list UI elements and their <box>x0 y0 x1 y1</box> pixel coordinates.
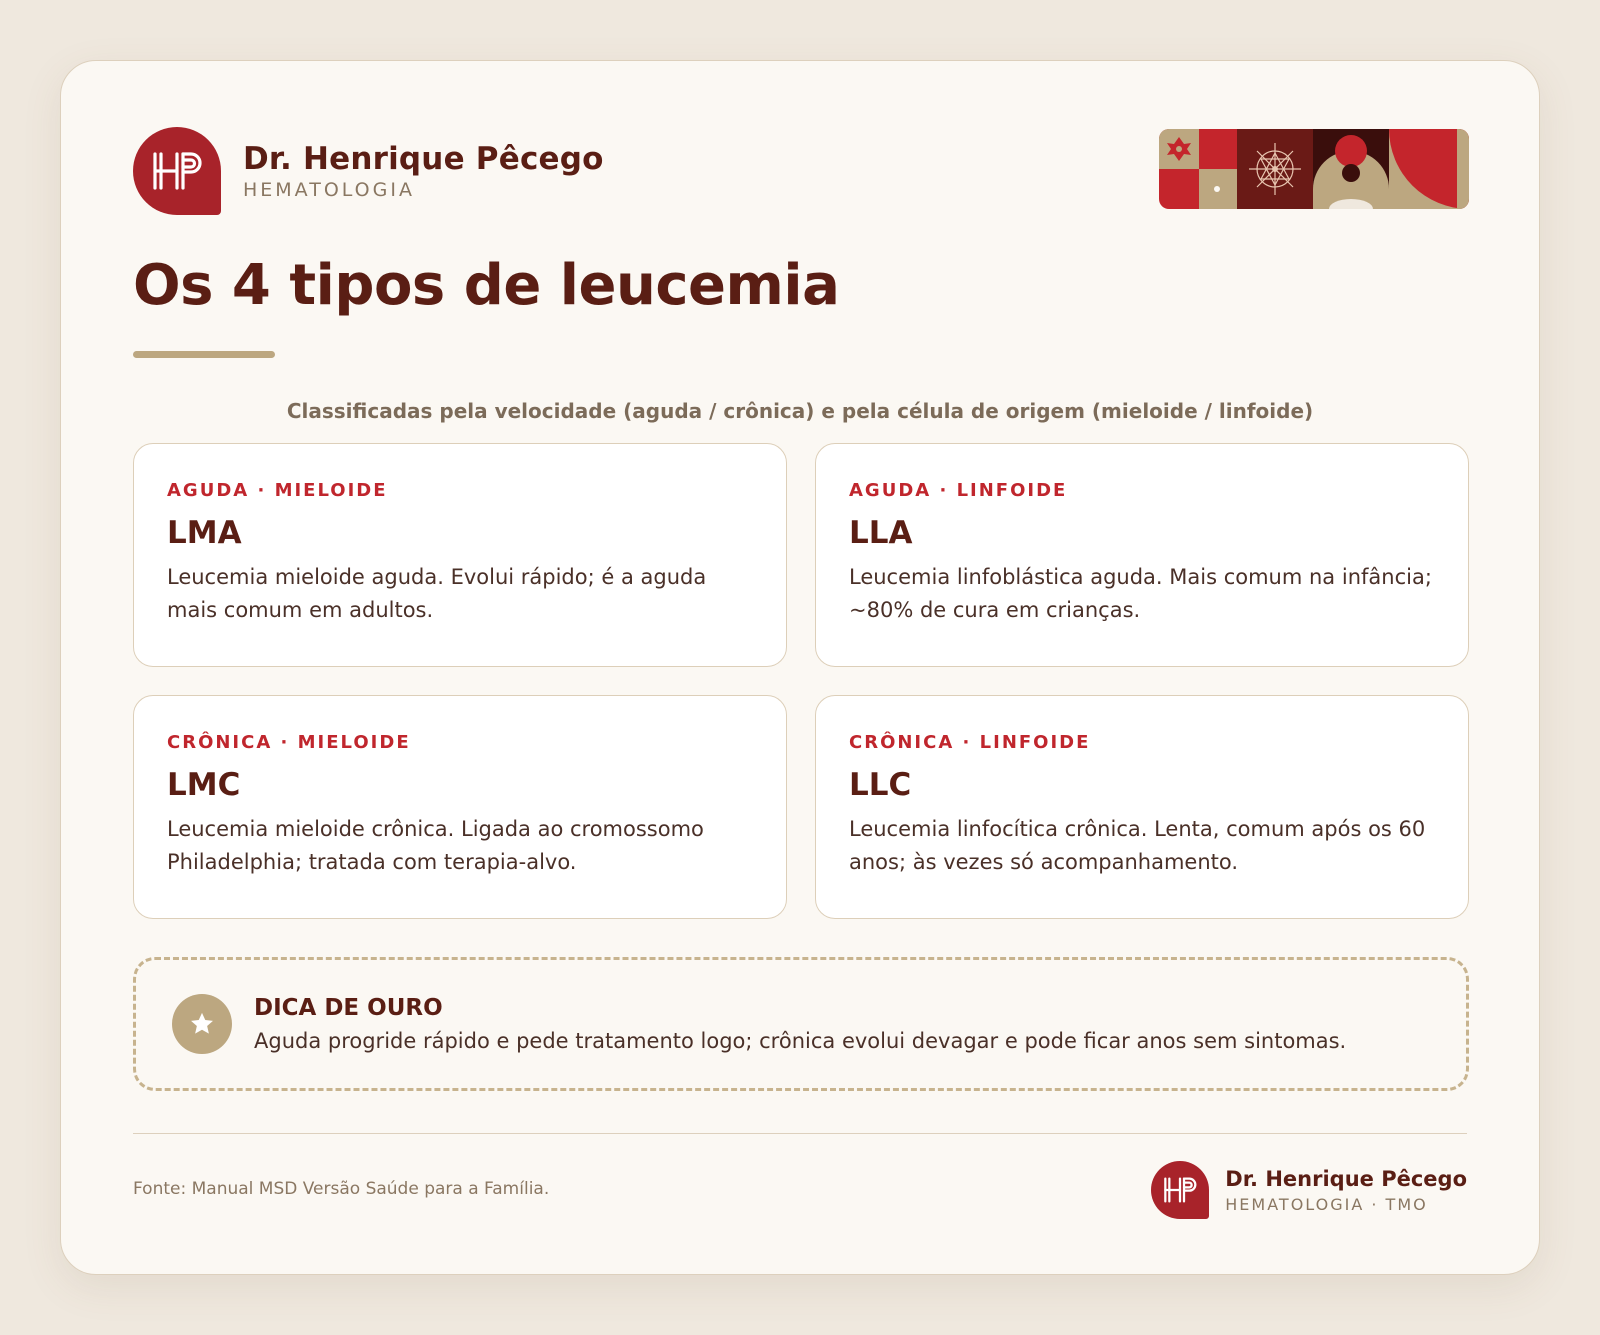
hp-logo-icon <box>133 127 221 215</box>
type-card-lmc <box>133 695 787 919</box>
type-description: Leucemia linfoblástica aguda. Mais comum na infância; ~80% de cura em crianças. <box>849 565 1432 622</box>
brand-text <box>243 141 604 201</box>
footer-divider <box>133 1133 1467 1134</box>
hp-logo-icon <box>1151 1161 1209 1219</box>
type-abbr: LLA <box>849 515 913 551</box>
type-abbr: LMA <box>167 515 242 551</box>
type-description: Leucemia mieloide crônica. Ligada ao cromossomo Philadelphia; tratada com terapia-alvo. <box>167 817 704 874</box>
type-tag: AGUDA · LINFOIDE <box>849 480 1068 501</box>
type-abbr: LMC <box>167 767 241 803</box>
page-subtitle: Classificadas pela velocidade (aguda / crônica) e pela célula de origem (mieloide / linfoide) <box>286 399 1314 423</box>
tip-text <box>254 995 1346 1053</box>
title-underline <box>133 351 275 358</box>
type-card-lla <box>815 443 1469 667</box>
footer-brand-name: Dr. Henrique Pêcego <box>1225 1166 1467 1191</box>
type-description: Leucemia mieloide aguda. Evolui rápido; é a aguda mais comum em adultos. <box>167 565 707 622</box>
type-tag: AGUDA · MIELOIDE <box>167 480 388 501</box>
footer-brand-subtitle: HEMATOLOGIA · TMO <box>1225 1194 1428 1214</box>
type-card-lma <box>133 443 787 667</box>
footer-brand <box>1151 1161 1467 1219</box>
source-note: Fonte: Manual MSD Versão Saúde para a Família. <box>133 1179 550 1199</box>
page-title: Os 4 tipos de leucemia <box>133 253 840 318</box>
tip-body: Aguda progride rápido e pede tratamento logo; crônica evolui devagar e pode ficar anos sem sintomas. <box>254 1029 1347 1053</box>
type-tag: CRÔNICA · LINFOIDE <box>849 732 1091 753</box>
type-description: Leucemia linfocítica crônica. Lenta, comum após os 60 anos; às vezes só acompanhamento. <box>849 817 1426 874</box>
header-brand <box>133 127 604 215</box>
brand-name: Dr. Henrique Pêcego <box>243 141 604 177</box>
type-abbr: LLC <box>849 767 912 803</box>
tip-title: DICA DE OURO <box>254 995 443 1021</box>
brand-subtitle: HEMATOLOGIA <box>243 179 415 201</box>
infographic-card <box>60 60 1540 1275</box>
geometric-pattern-icon <box>1159 129 1469 209</box>
star-icon <box>172 994 232 1054</box>
tip-box <box>133 957 1469 1091</box>
type-tag: CRÔNICA · MIELOIDE <box>167 732 411 753</box>
type-card-llc <box>815 695 1469 919</box>
footer-brand-text <box>1225 1167 1467 1214</box>
